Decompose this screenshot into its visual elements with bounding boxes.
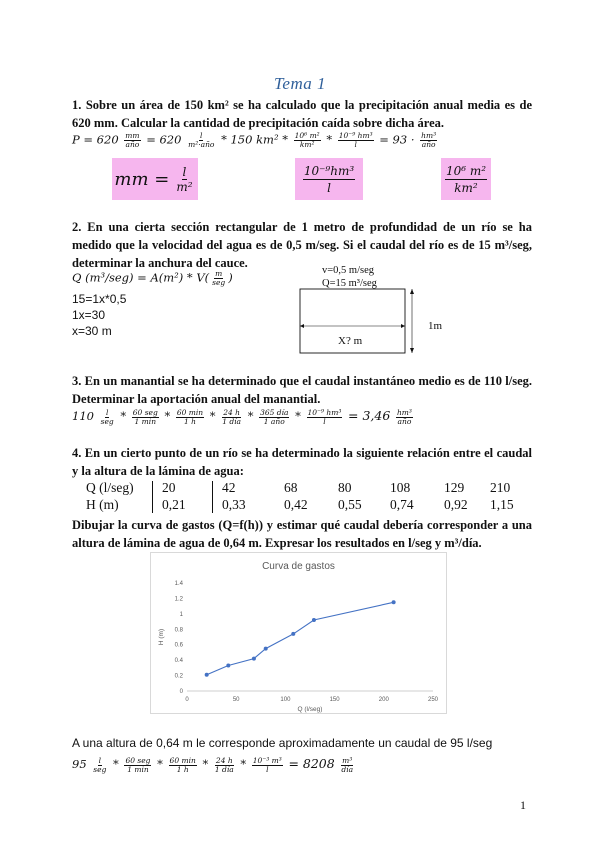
q2-line-2: 1x=30 [72, 308, 106, 322]
y-axis-label: H (m) [158, 628, 165, 646]
q4-star-4: * [240, 757, 247, 771]
x-tick-label: 50 [232, 697, 240, 703]
q2-formula-end: ) [228, 270, 233, 285]
y-tick-label: 1.2 [174, 596, 183, 603]
q1-equation [72, 132, 439, 149]
q3-frac-3: $\frac{60 \min}{1 h}$ [176, 407, 204, 426]
q4-frac-3: $\frac{60 \min}{1 h}$ [169, 755, 196, 774]
table-cell-q: 210 [490, 480, 511, 495]
depth-arrow-bottom [410, 348, 414, 353]
series-line [207, 602, 394, 675]
q4-frac-1: $\frac{l}{\text{seg}}$ [93, 755, 107, 774]
q4-star-3: * [202, 757, 209, 771]
q2-line-3: x=30 m [72, 324, 112, 338]
table-cell-h: 1,15 [490, 497, 514, 512]
diagram-depth-label: 1m [428, 320, 443, 332]
q3-star-5: * [295, 409, 301, 423]
q4-frac-5: $\frac{\text{10⁻³ m³}}{l}$ [252, 755, 282, 774]
q1-frac-5: $\frac{\text{hm³}}{\text{año}}$ [421, 131, 437, 149]
table-cell-h: 0,55 [338, 497, 362, 512]
highlight-box-km2 [441, 158, 491, 200]
q4-c0: 95 [72, 757, 87, 771]
table-cell-h: 0,92 [444, 497, 468, 512]
q1-frac-2: $\frac{l}{\text{m²·año}}$ [188, 131, 215, 149]
table-cell-q: 129 [444, 480, 465, 495]
q1-frac-3: $\frac{\text{10⁶ m²}}{\text{km²}}$ [294, 131, 320, 149]
table-cell-q: 68 [284, 480, 298, 495]
box3-frac: $\frac{\text{10⁶ m²}}{\text{km²}}$ [445, 163, 487, 195]
q2-formula [72, 270, 233, 287]
table-cell-h: 0,74 [390, 497, 414, 512]
q4-star-1: * [113, 757, 119, 771]
q4-frac-result: $\frac{\text{m³}}{\text{día}}$ [341, 755, 354, 774]
question-1-text: 1. Sobre un área de 150 km² se ha calculado que la precipitación anual media es de 620 mm. Calcular la cantidad de precipitación caída sobre dicha área. [72, 98, 532, 130]
page-number: 1 [520, 798, 526, 812]
q1-frac-4: $\frac{\text{10⁻⁹ hm³}}{l}$ [338, 131, 373, 149]
table-h-label: H (m) [86, 497, 119, 512]
q3-star-2: * [164, 409, 171, 423]
y-tick-label: 0 [179, 689, 183, 695]
highlight-box-mm [112, 158, 198, 200]
q1-eq-result: = 93 · [379, 132, 415, 147]
width-arrow-left [300, 324, 304, 328]
y-tick-label: 0.4 [174, 658, 183, 665]
question-4-text: 4. En un cierto punto de un río se ha determinado la siguiente relación entre el caudal y la altura de la lámina de agua: [72, 446, 532, 478]
highlight-box-hm3 [295, 158, 363, 200]
y-tick-label: 0.6 [174, 642, 183, 649]
width-arrow-right [401, 324, 405, 328]
chart-container [150, 552, 447, 714]
q1-eq-mid: = 620 [146, 132, 182, 147]
x-tick-label: 0 [185, 697, 189, 703]
table-cell-q: 108 [390, 480, 411, 495]
q3-frac-6: $\frac{\text{10⁻⁹ hm³}}{l}$ [307, 407, 342, 426]
question-3-text: 3. En un manantial se ha determinado que el caudal instantáneo medio es de 110 l/seg. Determinar la aportación anual del manantial. [72, 374, 532, 406]
y-tick-label: 0.2 [174, 673, 183, 680]
y-tick-label: 1 [179, 611, 183, 618]
data-point [226, 664, 230, 668]
box1-frac: $\frac{l}{\text{m²}}$ [176, 164, 193, 194]
q4-equation [72, 756, 356, 774]
box2-frac: $\frac{\text{10⁻⁹hm³}}{l}$ [303, 163, 355, 195]
q4-frac-4: $\frac{24 h}{\text{1 día}}$ [214, 755, 234, 774]
q3-equation [72, 408, 415, 426]
q3-frac-4: $\frac{24 h}{\text{1 día}}$ [222, 407, 242, 426]
y-tick-label: 1.4 [174, 581, 183, 587]
q3-frac-5: $\frac{\text{365 día}}{\text{1 año}}$ [260, 407, 289, 426]
table-divider-1 [152, 481, 153, 513]
table-cell-h: 0,33 [222, 497, 246, 512]
q3-star-3: * [209, 409, 216, 423]
data-point [291, 632, 295, 636]
data-point [312, 618, 316, 622]
q3-frac-1: $\frac{l}{\text{seg}}$ [100, 407, 114, 426]
q3-frac-result: $\frac{\text{hm³}}{\text{año}}$ [396, 407, 412, 426]
q4-answer-text: A una altura de 0,64 m le corresponde aproximadamente un caudal de 95 l/seg [72, 736, 493, 750]
question-2-text: 2. En una cierta sección rectangular de 1 metro de profundidad de un río se ha medido que la velocidad del agua es de 0,5 m/seg. Si el caudal del río es de 15 m³/seg, determinar la anchura del cauce. [72, 220, 532, 270]
table-cell-q: 42 [222, 480, 236, 495]
table-cell-q: 80 [338, 480, 352, 495]
x-tick-label: 250 [427, 697, 439, 703]
q2-formula-lhs: Q (m³/seg) = A(m²) * V( [72, 270, 210, 285]
data-point [264, 647, 268, 651]
depth-arrow-top [410, 289, 414, 294]
q4-result: = 8208 [288, 756, 335, 771]
box1-lhs: mm = [114, 168, 170, 190]
x-tick-label: 150 [329, 697, 340, 703]
x-tick-label: 200 [378, 697, 389, 703]
diagram-velocity-label: v=0,5 m/seg [322, 265, 375, 276]
q1-star: * [326, 132, 333, 147]
x-tick-label: 100 [280, 697, 291, 703]
q4-frac-2: $\frac{\text{60 seg}}{1 \min}$ [125, 755, 151, 774]
q3-result: = 3,46 [348, 408, 391, 423]
q2-formula-frac: $\frac{m}{\text{seg}}$ [212, 269, 226, 287]
q4-star-2: * [157, 757, 163, 771]
q3-star-4: * [247, 409, 254, 423]
x-axis-label: Q (l/seg) [297, 706, 323, 713]
data-table [72, 480, 532, 516]
q2-line-1: 15=1x*0,5 [72, 292, 127, 306]
q1-eq-lhs: P = 620 [72, 132, 119, 147]
table-cell-q: 20 [162, 480, 176, 495]
table-divider-2 [212, 481, 213, 513]
data-point [252, 657, 256, 661]
data-point [392, 600, 396, 604]
page-title: Tema 1 [274, 74, 326, 93]
q3-frac-2: $\frac{\text{60 seg}}{1 \min}$ [132, 407, 158, 426]
diagram-width-label: X? m [338, 335, 363, 347]
diagram-flow-label: Q=15 m³/seg [322, 278, 377, 289]
q1-eq-times: * 150 km² * [221, 132, 288, 147]
data-point [205, 673, 209, 677]
question-4-instruction: Dibujar la curva de gastos (Q=f(h)) y estimar qué caudal debería corresponder a una altura de lámina de agua de 0,64 m. Expresar los resultados en l/seg y m³/día. [72, 518, 532, 550]
chart-title: Curva de gastos [262, 561, 335, 572]
q3-c0: 110 [72, 409, 94, 423]
y-tick-label: 0.8 [174, 627, 183, 634]
table-q-label: Q (l/seg) [86, 480, 134, 495]
q3-star-1: * [120, 409, 127, 423]
table-cell-h: 0,21 [162, 497, 186, 512]
rating-curve-chart [151, 553, 446, 713]
table-cell-h: 0,42 [284, 497, 308, 512]
q1-frac-1: $\frac{mm}{\text{año}}$ [125, 131, 140, 149]
